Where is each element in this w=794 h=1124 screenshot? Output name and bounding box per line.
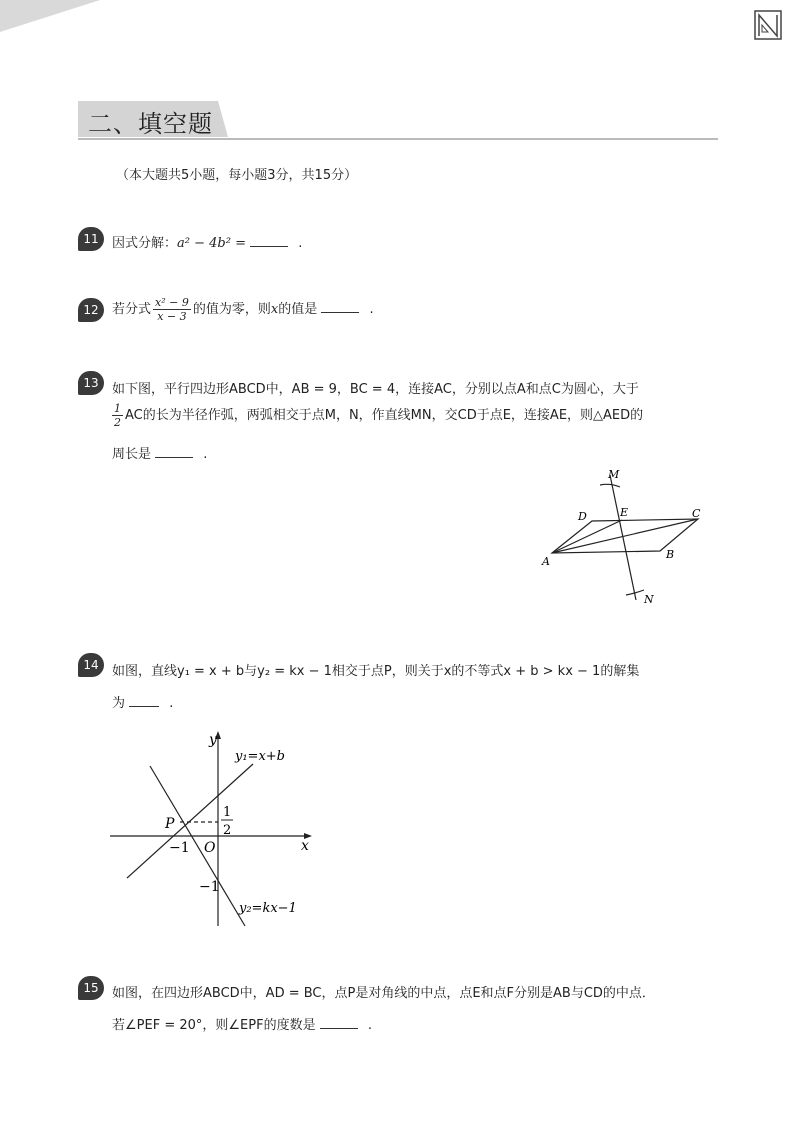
corner-decoration	[0, 0, 110, 40]
label-line-y1: y₁=x+b	[235, 749, 285, 764]
label-neg-one-y: −1	[199, 879, 220, 895]
logo-icon	[754, 10, 782, 40]
label-d: D	[578, 510, 587, 523]
label-p: P	[165, 816, 175, 832]
question-11-text: 因式分解：a² − 4b² = .	[112, 236, 303, 251]
line-y1	[127, 764, 253, 878]
question-14-line-2: 为 .	[112, 696, 174, 711]
coordinate-figure	[105, 728, 320, 933]
section-note: （本大题共5小题，每小题3分，共15分）	[116, 168, 358, 183]
label-n: N	[644, 593, 654, 606]
fraction: $\frac{\text{x² − 9}}{x - 3}$	[155, 296, 189, 323]
label-c: C	[692, 507, 701, 520]
label-e: E	[620, 506, 629, 519]
question-number-badge: 15	[78, 976, 104, 1000]
label-neg-one-x: −1	[169, 840, 190, 856]
answer-blank[interactable]	[250, 236, 288, 247]
question-number-badge: 13	[78, 371, 104, 395]
question-11-expr: a² − 4b² =	[177, 236, 246, 251]
question-14-line-1: 如图，直线y₁ = x + b与y₂ = kx − 1相交于点P，则关于x的不等式x + b > kx − 1的解集	[112, 664, 640, 679]
label-origin: O	[204, 840, 216, 856]
label-x-axis: x	[301, 838, 309, 854]
question-number-badge: 11	[78, 227, 104, 251]
line-y2	[150, 766, 245, 926]
answer-blank[interactable]	[320, 1018, 358, 1029]
parallelogram-figure	[540, 465, 710, 610]
question-13-line-2: $\frac{1}{2}$ AC的长为半径作弧，两弧相交于点M，N，作直线MN，交CD于点E，连接AE，则△AED的	[114, 402, 644, 429]
question-number-badge: 14	[78, 653, 104, 677]
label-y-axis: y	[209, 732, 217, 748]
question-number-badge: 12	[78, 298, 104, 322]
section-title: 二、填空题	[88, 110, 213, 138]
line-mn	[610, 475, 636, 600]
label-a: A	[542, 555, 550, 568]
question-12-text: 若分式 $\frac{\text{x² − 9}}{x - 3}$ 的值为零，则x的值是 .	[112, 296, 374, 323]
question-15-line-1: 如图，在四边形ABCD中，AD = BC，点P是对角线的中点，点E和点F分别是AB与CD的中点．	[112, 986, 655, 1001]
label-half-den: 2	[223, 823, 232, 838]
fraction-one-half: $\frac{1}{2}$	[114, 402, 121, 429]
question-13-line-1: 如下图，平行四边形ABCD中，AB = 9，BC = 4，连接AC，分别以点A和点C为圆心，大于	[112, 382, 639, 397]
question-15-line-2: 若∠PEF = 20°，则∠EPF的度数是 .	[112, 1018, 372, 1033]
label-m: M	[608, 468, 620, 481]
label-line-y2: y₂=kx−1	[239, 901, 297, 916]
label-b: B	[666, 548, 675, 561]
answer-blank[interactable]	[321, 302, 359, 313]
answer-blank[interactable]	[155, 447, 193, 458]
label-half-num: 1	[223, 805, 232, 820]
question-13-line-3: 周长是 .	[112, 447, 208, 462]
answer-blank[interactable]	[129, 696, 159, 707]
arc-m	[600, 484, 620, 487]
